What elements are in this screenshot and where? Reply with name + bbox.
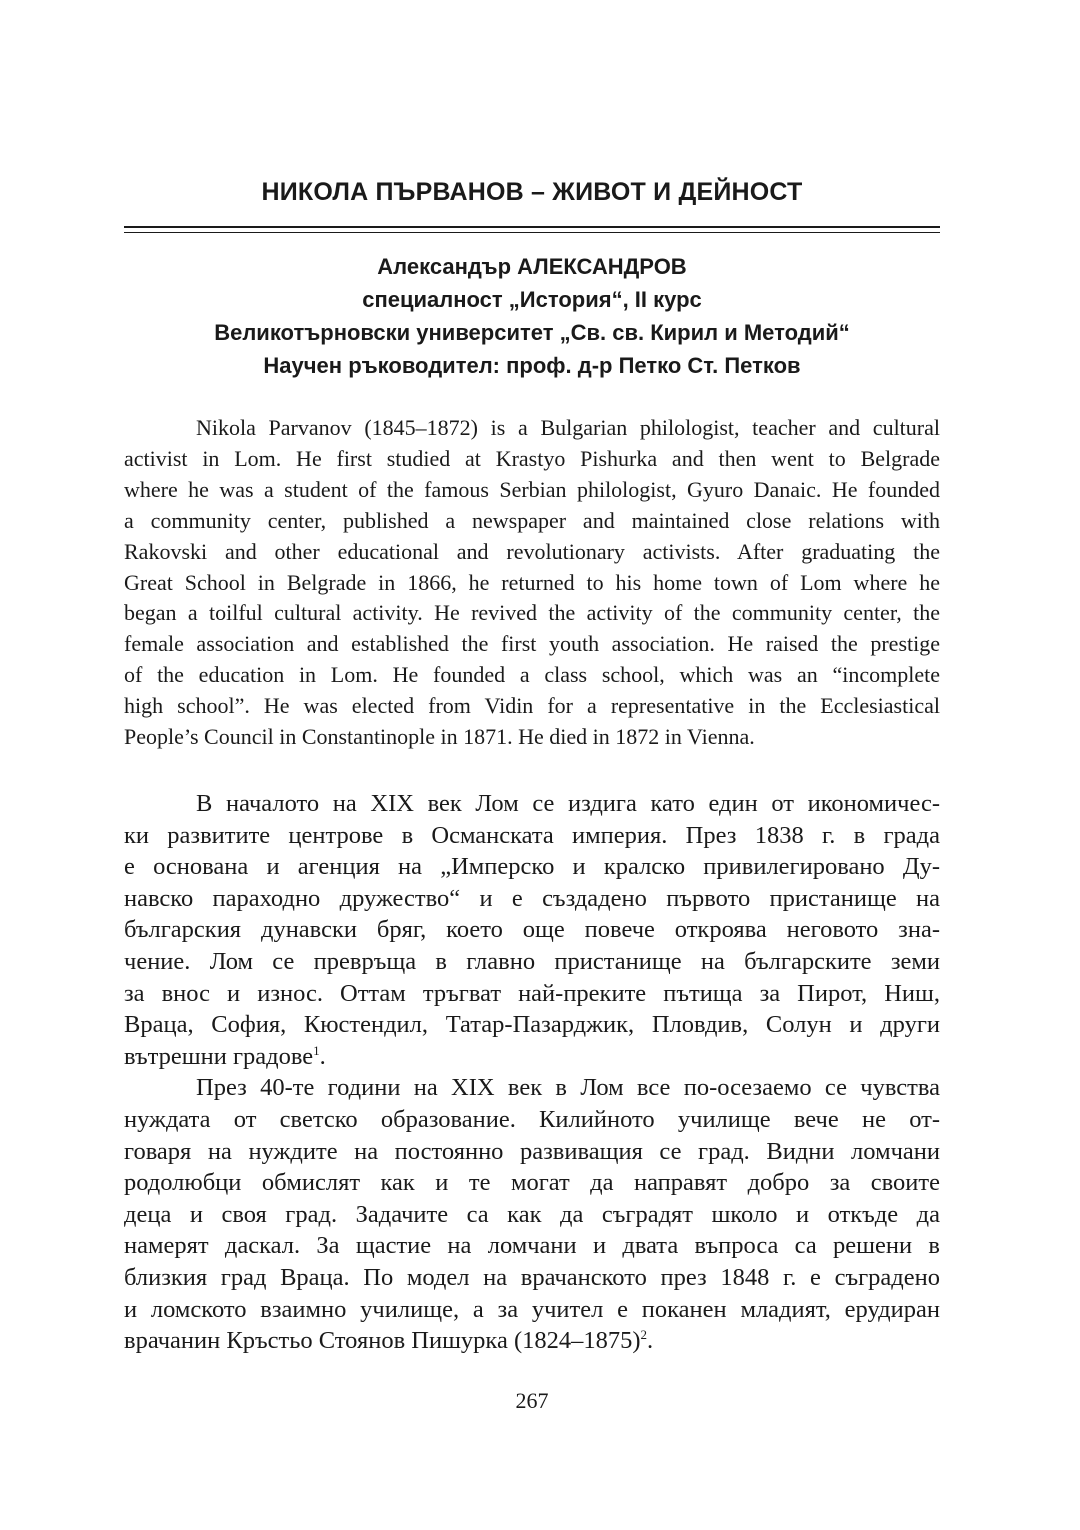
author-block [124,250,940,382]
paragraph-1 [124,788,940,1072]
abstract-line: activist in Lom. He first studied at Krastyo Pishurka and then went to Belgrade [124,445,940,471]
paragraph-line: деца и своя град. Задачите са как да съградят школо и откъде да [124,1200,940,1228]
paragraph-line-text: вътрешни градове [124,1042,314,1070]
abstract [124,413,940,753]
abstract-line: of the education in Lom. He founded a class school, which was an “incomplete [124,662,940,688]
sentence-end: . [647,1327,654,1355]
paragraph-line: В началото на XIX век Лом се издига като един от икономичес- [196,790,940,817]
paragraph-last-line [124,1325,940,1357]
author-name: Александър АЛЕКСАНДРОВ [377,254,687,279]
paragraph-line: нуждата от светско образование. Килийното училище вече не от- [124,1105,940,1133]
footnote-ref-1[interactable]: 1 [313,1042,320,1058]
author-specialty: специалност „История“, II курс [362,287,702,312]
page-title: НИКОЛА ПЪРВАНОВ – ЖИВОТ И ДЕЙНОСТ [261,178,803,206]
paragraph-line: намерят даскал. За щастие на ломчани и двата въпроса са решени в [124,1232,940,1260]
abstract-line: a community center, published a newspaper and maintained close relations with [124,507,940,533]
paragraph-line: През 40-те години на XIX век в Лом все по-осезаемо се чувства [196,1074,940,1102]
author-university: Великотърновски университет „Св. св. Кирил и Методий“ [214,320,850,345]
title-divider-thin [124,232,940,233]
sentence-end: . [319,1042,326,1070]
paragraph-line: ки развитите центрове в Османската империя. През 1838 г. в града [124,821,940,849]
page-number: 267 [515,1388,549,1413]
author-supervisor: Научен ръководител: проф. д-р Петко Ст. Петков [263,353,801,378]
paragraph-2 [124,1072,940,1356]
abstract-line: high school”. He was elected from Vidin for a representative in the Ecclesiastical [124,693,940,719]
paragraph-line: близкия град Враца. По модел на врачанското през 1848 г. е съградено [124,1263,940,1291]
abstract-line: where he was a student of the famous Serbian philologist, Gyuro Danaic. He founded [124,476,940,502]
abstract-line: People’s Council in Constantinople in 1871. He died in 1872 in Vienna. [124,724,755,750]
abstract-line: Nikola Parvanov (1845–1872) is a Bulgarian philologist, teacher and cultural [196,415,940,440]
abstract-line: female association and established the first youth association. He raised the prestige [124,631,940,657]
paragraph-line: родолюбци обмислят как и те могат да направят добро за своите [124,1169,940,1197]
paragraph-line: и ломското взаимно училище, а за учител е поканен младият, ерудиран [124,1295,940,1323]
paragraph-line: за внос и износ. Оттам тръгват най-преките пътища за Пирот, Ниш, [124,979,940,1007]
paragraph-line: чение. Лом се превръща в главно пристанище на българските земи [124,947,940,975]
abstract-line: Great School in Belgrade in 1866, he returned to his home town of Lom where he [124,569,940,595]
paragraph-last-line [124,1041,940,1073]
title-divider-thick [124,226,940,228]
paragraph-line: е основана и агенция на „Имперско и кралско привилегировано Ду- [124,853,940,881]
paragraph-line-text: врачанин Кръстьо Стоянов Пишурка (1824–1875) [124,1327,641,1355]
abstract-line: began a toilful cultural activity. He revived the activity of the community center, the [124,600,940,626]
body-text [124,788,940,1357]
paragraph-line: навско параходно дружество“ и е създадено първото пристанище на [124,884,940,912]
paragraph-line: българския дунавски бряг, което още повече откроява неговото зна- [124,916,940,944]
paragraph-line: Враца, София, Кюстендил, Татар-Пазарджик, Пловдив, Солун и други [124,1011,940,1039]
abstract-line: Rakovski and other educational and revolutionary activists. After graduating the [124,538,940,564]
footnote-ref-2[interactable]: 2 [640,1326,648,1342]
paragraph-line: говаря на нуждите на постоянно развиващия се град. Видни ломчани [124,1137,940,1165]
